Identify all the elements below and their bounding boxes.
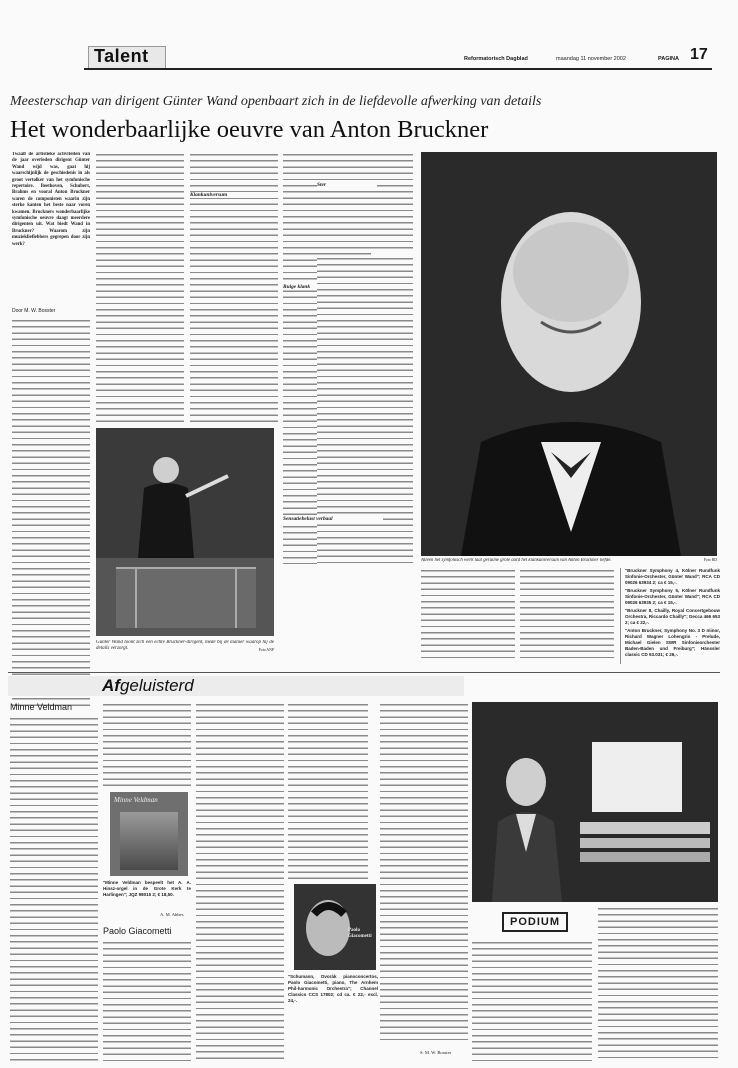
byline-prefix: Door [12, 308, 25, 314]
cd2-caption-text: "Schumann, Dvorák pianoconcertos, Paolo Giacometti, piano, The Arnhem Phil-harmonic Orchestra"; Channel Classics CCS 17802; cd ca. € 22,- excl. 24,-. [288, 974, 378, 1003]
cd1-credit: A. M. Abbes [160, 912, 184, 917]
cd-thumb-minne [110, 792, 188, 876]
section-divider [8, 672, 720, 673]
lead-text: Twaalf de artistieke activiteiten van de jaar overleden dirigent Günter Wand wijd was, gaat hij waarschijnlijk de geschiedenis in als groot vertolker van het symfonische repertoire. Beethoven, Schubert, Brahms en vooral Anton Bruckner waren de componisten waarin zijn sterke kanten het beste naar voren kwamen. Bruckners wonderbaarlijke symfonische oeuvre daagt meerdere dirigenten uit. Wat biedt Wand in Bruckner? Waarom zijn muzieklieflebbers gegrepen door zijn werk? [12, 152, 90, 247]
page-label: PAGINA [658, 56, 679, 62]
organist-photo [472, 702, 718, 902]
article-headline: Het wonderbaarlijke oeuvre van Anton Bruckner [10, 116, 489, 143]
column-8-body [520, 568, 614, 660]
masthead-rule [84, 68, 712, 70]
cd-info-3: "Bruckner 8, Chailly, Royal Concertgebouw Orchestra, Riccardo Chailly"; Decca 466 653 2; ca € 22,-. [625, 608, 720, 625]
byline [12, 308, 90, 314]
conductor-caption [96, 640, 274, 653]
s2-column-5 [380, 702, 468, 1044]
column-1-body [12, 318, 90, 710]
column-2-body [96, 152, 184, 424]
organist-image [472, 702, 718, 902]
cd2-byline: S. M. W. Bosster [420, 1050, 452, 1055]
byline-minne: Minne Veldman [10, 702, 73, 712]
cd-thumb-paolo [294, 884, 376, 970]
podium-logo: PODIUM [502, 912, 568, 932]
portrait-image [421, 152, 717, 556]
section-title: Talent [94, 46, 149, 66]
afgeluisterd-title [102, 676, 194, 696]
masthead [84, 46, 712, 76]
column-7-body [421, 568, 515, 660]
subhead-ruige: Ruige klank [283, 284, 371, 290]
subhead-ster: Ster [317, 182, 377, 188]
portrait-photo-credit: Foto RD [703, 558, 717, 562]
cd-thumb-paolo-label: Paolo Giacometti [348, 928, 372, 939]
cd2-caption [288, 974, 378, 1004]
s2-column-4 [288, 702, 368, 880]
subhead-sensatie: Sensatiebelust verbaal [283, 516, 383, 522]
issue-date: maandag 11 november 2002 [556, 56, 626, 62]
cd1-caption [103, 880, 191, 898]
s2-column-2 [103, 702, 191, 786]
title-rest: geluisterd [119, 676, 194, 695]
afgeluisterd-bar [8, 676, 464, 696]
byline-name: M. W. Bosster [24, 308, 56, 314]
s2-column-7 [598, 906, 718, 1062]
subhead-klank: Klankuniversum [190, 192, 278, 198]
paolo-cd-art [294, 884, 376, 970]
cd-info-4: "Anton Bruckner, Symphony No. 3 D minor, Richard Wagner Lohengrin - Prelude, Michael Gielen SWR Sinfonieorchester Baden-Baden und Freiburg"; Hänssler classic CD 93.031; € 26,-. [625, 628, 720, 657]
conductor-photo-credit: Foto ANP [258, 648, 274, 652]
cd-info-2: "Bruckner Symphony 5, Kölner Rundfunk Sinfonie-Orchester, Günter Wand"; RCA CD 09026 63935 2; ca € 15,-. [625, 588, 720, 605]
s2-column-1 [10, 716, 98, 1062]
s2-column-6 [472, 940, 592, 1062]
byline-paolo: Paolo Giacometti [103, 926, 172, 936]
bruckner-portrait [421, 152, 717, 556]
cd1-caption-text: "Minne Veldman bespeelt het A. A. Hinsz-orgel in de Grote Kerk te Harlingen"; JQZ 98015 2; € 18,50. [103, 880, 191, 897]
s2-column-2b [103, 940, 191, 1062]
column-5-body [317, 152, 413, 252]
conductor-photo [96, 428, 274, 636]
portrait-caption [421, 558, 717, 564]
s2-column-3 [196, 702, 284, 1062]
cd-thumb-minne-label: Minne Veldman [114, 796, 158, 804]
conductor-caption-text: Günter Wand toont zich een echte Bruckner-dirigent, mede bij de manier waarop hij de details verzorgt. [96, 640, 274, 652]
title-prefix: Af [102, 676, 120, 695]
portrait-caption-text: Alleen het symfonisch werk laat geruime grote aard het klankuniversum van Anton Bruckner liefde. [421, 558, 612, 563]
article-lead [12, 152, 90, 310]
cd-info-1: "Bruckner Symphony 4, Kölner Rundfunk Sinfonie-Orchester, Günter Wand"; RCA CD 09026 63934 2; ca € 15,-. [625, 568, 720, 585]
article-kicker: Meesterschap van dirigent Günter Wand openbaart zich in de liefdevolle afwerking van details [10, 94, 542, 109]
page-number: 17 [690, 46, 708, 63]
conductor-image [96, 428, 274, 636]
cd-thumb-minne-art [120, 812, 178, 870]
paper-name: Reformatorisch Dagblad [464, 56, 528, 62]
cd-info-box [620, 568, 720, 664]
